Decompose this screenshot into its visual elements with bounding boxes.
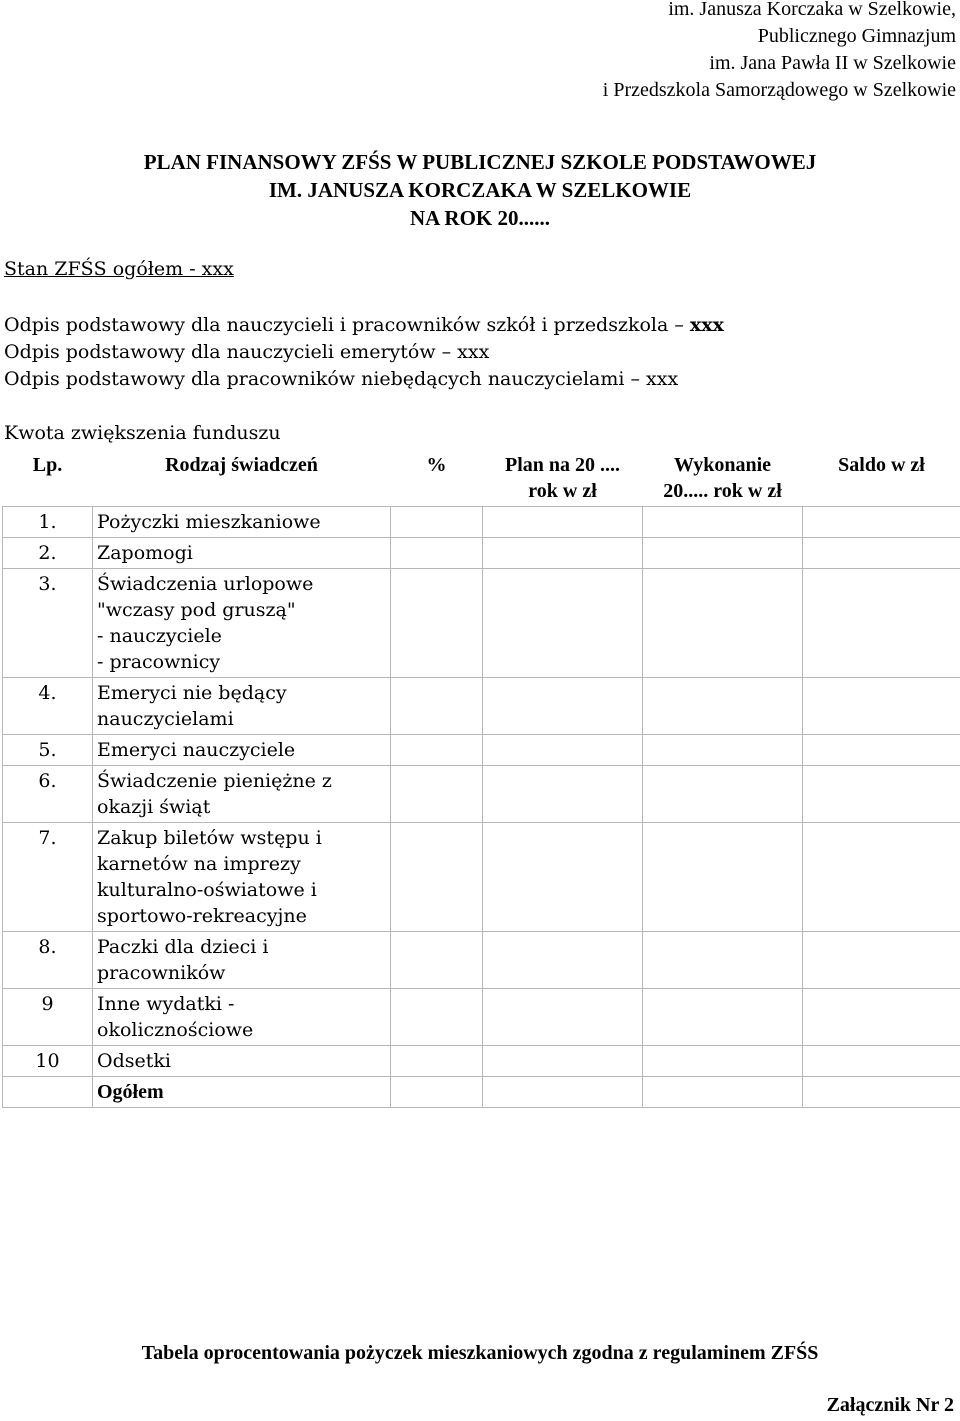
title-line-1: PLAN FINANSOWY ZFŚS W PUBLICZNEJ SZKOLE PODSTAWOWEJ bbox=[143, 150, 817, 174]
school-header bbox=[603, 0, 956, 104]
cell-plan bbox=[483, 932, 643, 989]
stan-zfss: Stan ZFŚS ogółem - xxx bbox=[4, 258, 234, 280]
cell-wykonanie bbox=[643, 932, 803, 989]
table-row bbox=[3, 538, 960, 569]
cell-procent bbox=[391, 1046, 483, 1077]
header-lp: Lp. bbox=[32, 454, 63, 476]
odpis-line-1-value: xxx bbox=[689, 314, 724, 336]
cell-plan bbox=[483, 507, 643, 538]
cell-saldo bbox=[803, 735, 960, 766]
cell-wykonanie bbox=[643, 766, 803, 823]
cell-plan bbox=[483, 766, 643, 823]
row-name: Zakup biletów wstępu i karnetów na imprezy kulturalno-oświatowe i sportowo-rekreacyjne bbox=[93, 823, 391, 932]
cell-procent bbox=[391, 678, 483, 735]
cell-plan bbox=[483, 678, 643, 735]
cell-plan bbox=[483, 1077, 643, 1108]
table-header-row bbox=[3, 448, 960, 507]
header-saldo: Saldo w zł bbox=[838, 454, 925, 476]
header-procent: % bbox=[426, 454, 447, 476]
cell-procent bbox=[391, 932, 483, 989]
row-name: Zapomogi bbox=[93, 538, 391, 569]
title-line-2: IM. JANUSZA KORCZAKA W SZELKOWIE bbox=[268, 178, 692, 202]
row-lp: 2. bbox=[3, 538, 93, 569]
odpis-line-1-text: Odpis podstawowy dla nauczycieli i pracowników szkół i przedszkola – bbox=[4, 314, 690, 336]
header-line: i Przedszkola Samorządowego w Szelkowie bbox=[602, 79, 956, 101]
row-name: Odsetki bbox=[93, 1046, 391, 1077]
cell-plan bbox=[483, 823, 643, 932]
cell-wykonanie bbox=[643, 678, 803, 735]
odpis-line-2: Odpis podstawowy dla nauczycieli emerytów – xxx bbox=[4, 341, 490, 363]
cell-procent bbox=[391, 1077, 483, 1108]
row-lp: 10 bbox=[3, 1046, 93, 1077]
row-name: Paczki dla dzieci i pracowników bbox=[93, 932, 391, 989]
cell-saldo bbox=[803, 538, 960, 569]
footer-title: Tabela oprocentowania pożyczek mieszkaniowych zgodna z regulaminem ZFŚS bbox=[141, 1342, 819, 1364]
row-lp: 4. bbox=[3, 678, 93, 735]
row-lp: 1. bbox=[3, 507, 93, 538]
row-lp: 3. bbox=[3, 569, 93, 678]
document-title bbox=[0, 148, 960, 232]
cell-saldo bbox=[803, 507, 960, 538]
total-label: Ogółem bbox=[93, 1077, 391, 1108]
row-name: Emeryci nauczyciele bbox=[93, 735, 391, 766]
row-name: Emeryci nie będący nauczycielami bbox=[93, 678, 391, 735]
row-lp: 6. bbox=[3, 766, 93, 823]
row-lp: 9 bbox=[3, 989, 93, 1046]
table-row bbox=[3, 823, 960, 932]
header-line: im. Jana Pawła II w Szelkowie bbox=[709, 52, 956, 74]
row-name: Świadczenie pieniężne z okazji świąt bbox=[93, 766, 391, 823]
cell-plan bbox=[483, 989, 643, 1046]
table-row bbox=[3, 989, 960, 1046]
cell-procent bbox=[391, 538, 483, 569]
cell-procent bbox=[391, 989, 483, 1046]
cell-plan bbox=[483, 1046, 643, 1077]
cell-plan bbox=[483, 569, 643, 678]
odpis-section bbox=[4, 312, 724, 393]
table-row bbox=[3, 735, 960, 766]
cell-saldo bbox=[803, 823, 960, 932]
kwota-label: Kwota zwiększenia funduszu bbox=[4, 422, 281, 444]
table-row bbox=[3, 932, 960, 989]
row-lp: 5. bbox=[3, 735, 93, 766]
cell-plan bbox=[483, 538, 643, 569]
header-line: Publicznego Gimnazjum bbox=[757, 25, 956, 47]
cell-plan bbox=[483, 735, 643, 766]
cell-saldo bbox=[803, 678, 960, 735]
cell-saldo bbox=[803, 1046, 960, 1077]
table-row bbox=[3, 766, 960, 823]
cell-procent bbox=[391, 507, 483, 538]
cell-wykonanie bbox=[643, 569, 803, 678]
attachment-label: Załącznik Nr 2 bbox=[826, 1394, 954, 1416]
cell-wykonanie bbox=[643, 538, 803, 569]
cell-wykonanie bbox=[643, 507, 803, 538]
odpis-line-1 bbox=[4, 312, 724, 339]
row-name: Inne wydatki - okolicznościowe bbox=[93, 989, 391, 1046]
title-line-3: NA ROK 20...... bbox=[409, 206, 550, 230]
cell-saldo bbox=[803, 569, 960, 678]
cell-saldo bbox=[803, 989, 960, 1046]
total-row bbox=[3, 1077, 960, 1108]
cell-wykonanie bbox=[643, 735, 803, 766]
table-row bbox=[3, 569, 960, 678]
cell-wykonanie bbox=[643, 823, 803, 932]
cell-procent bbox=[391, 766, 483, 823]
header-plan: Plan na 20 .... rok w zł bbox=[504, 454, 621, 502]
row-name: Pożyczki mieszkaniowe bbox=[93, 507, 391, 538]
cell-saldo bbox=[803, 1077, 960, 1108]
header-wykonanie: Wykonanie 20..... rok w zł bbox=[663, 454, 782, 502]
total-lp bbox=[3, 1077, 93, 1108]
table-row bbox=[3, 1046, 960, 1077]
cell-wykonanie bbox=[643, 989, 803, 1046]
table-row bbox=[3, 678, 960, 735]
cell-wykonanie bbox=[643, 1046, 803, 1077]
odpis-line-3: Odpis podstawowy dla pracowników niebędących nauczycielami – xxx bbox=[4, 368, 679, 390]
cell-procent bbox=[391, 735, 483, 766]
row-lp: 7. bbox=[3, 823, 93, 932]
cell-procent bbox=[391, 569, 483, 678]
header-rodzaj: Rodzaj świadczeń bbox=[165, 454, 318, 476]
table-row bbox=[3, 507, 960, 538]
plan-table bbox=[2, 448, 960, 1108]
row-name: Świadczenia urlopowe "wczasy pod gruszą" - nauczyciele - pracownicy bbox=[93, 569, 391, 678]
cell-saldo bbox=[803, 766, 960, 823]
cell-wykonanie bbox=[643, 1077, 803, 1108]
row-lp: 8. bbox=[3, 932, 93, 989]
cell-saldo bbox=[803, 932, 960, 989]
cell-procent bbox=[391, 823, 483, 932]
header-line: im. Janusza Korczaka w Szelkowie, bbox=[668, 0, 956, 20]
